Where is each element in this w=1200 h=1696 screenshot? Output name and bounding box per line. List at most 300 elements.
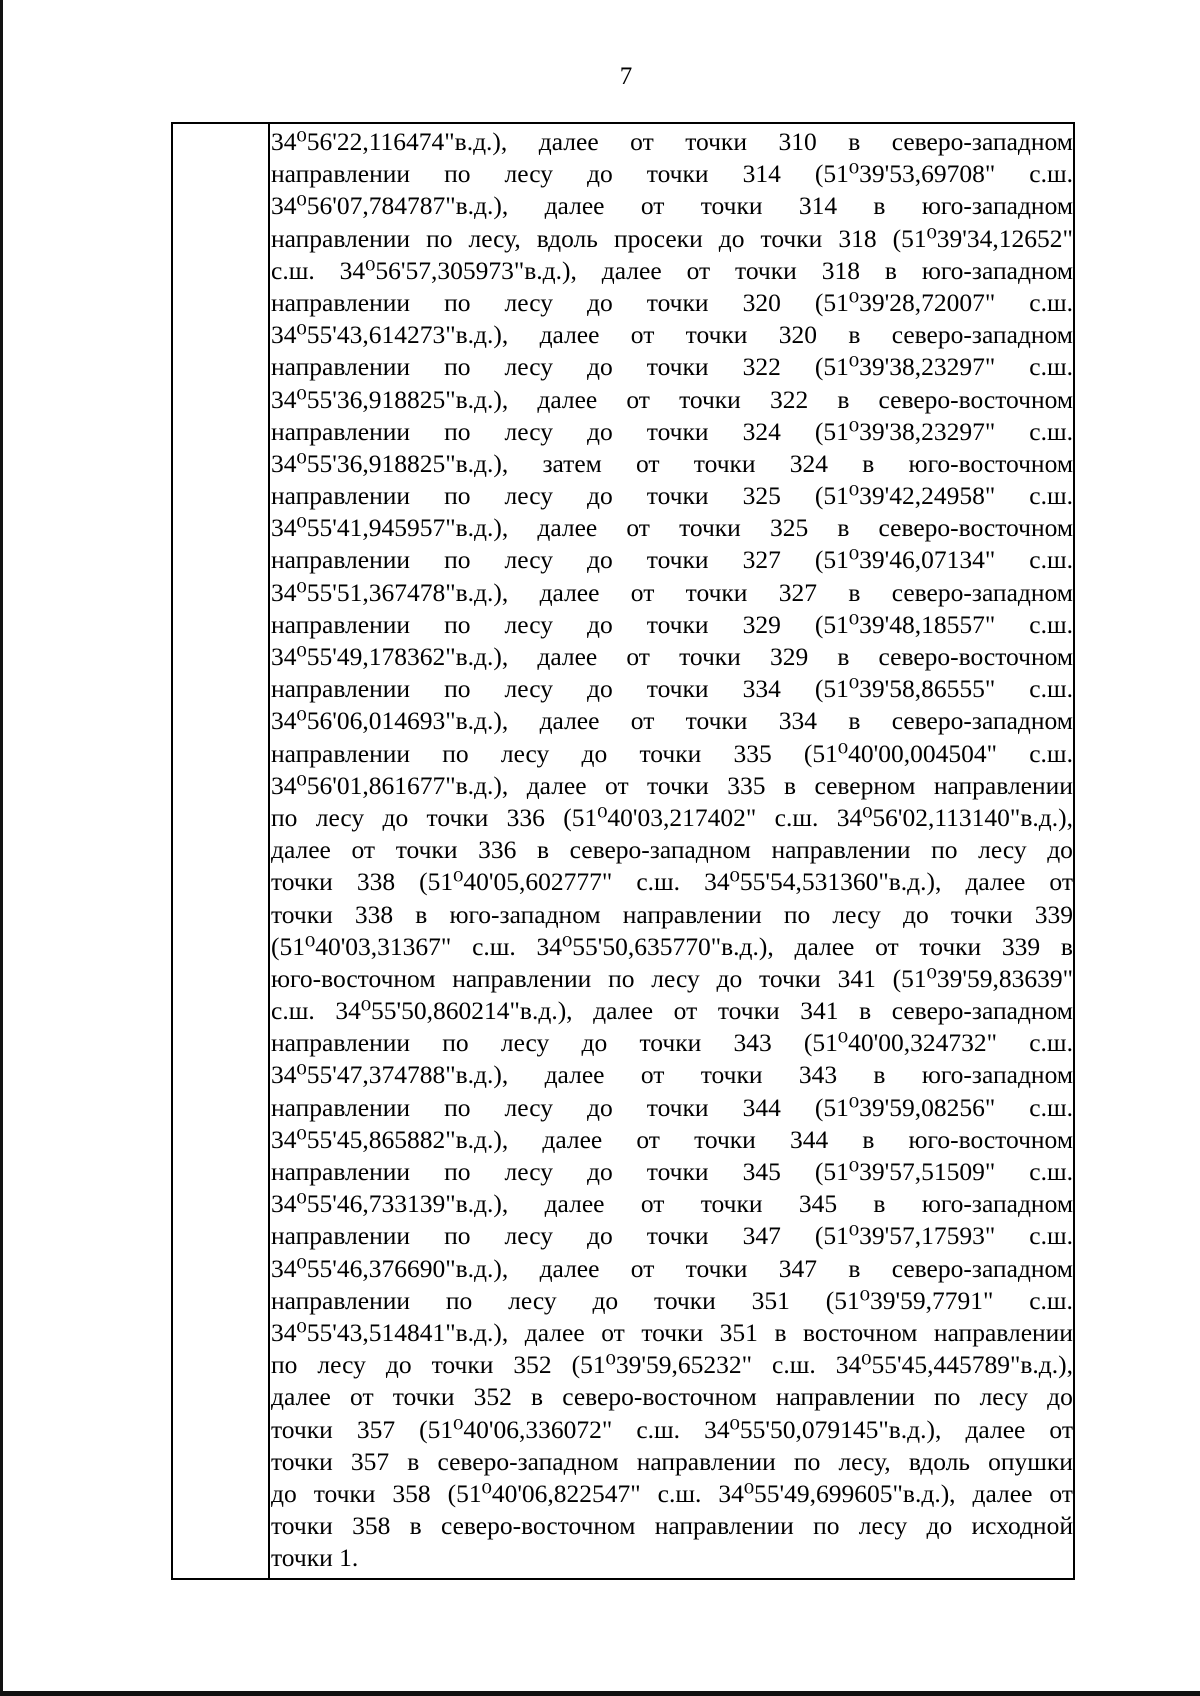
text-word: точки <box>700 1060 763 1090</box>
text-word: направлении <box>622 899 762 929</box>
text-word: с.ш. <box>271 996 315 1026</box>
text-word: северо-западном <box>891 996 1073 1026</box>
scan-edge-bottom <box>0 1691 1200 1696</box>
text-word: направлении <box>271 609 411 639</box>
text-word: точки <box>646 1092 709 1122</box>
text-line <box>270 512 1073 544</box>
text-word: 343 <box>798 1060 838 1090</box>
text-word: 34⁰55'50,635770"в.д.), <box>536 931 774 961</box>
text-word: далее <box>539 320 600 350</box>
text-word: далее <box>601 255 662 285</box>
text-word: юго-западном <box>921 1189 1073 1219</box>
text-line <box>270 319 1073 351</box>
text-word: до <box>587 1092 613 1122</box>
text-word: 34⁰55'36,918825"в.д.), <box>271 448 509 478</box>
text-line <box>270 480 1073 512</box>
text-word: от <box>640 191 665 221</box>
text-word: до <box>587 1221 613 1251</box>
text-word: 334 <box>778 706 818 736</box>
text-word: точки <box>271 1446 333 1476</box>
text-word: 34⁰56'02,113140"в.д.), <box>836 802 1073 832</box>
text-line <box>270 1027 1073 1059</box>
text-line <box>270 673 1073 705</box>
text-word: 34⁰55'51,367478"в.д.), <box>271 577 509 607</box>
text-word: с.ш. <box>1029 1092 1073 1122</box>
text-word: с.ш. <box>1029 674 1073 704</box>
text-line <box>270 255 1073 287</box>
text-word: по <box>793 1446 821 1476</box>
text-word: точки <box>717 996 780 1026</box>
text-word: в <box>862 448 875 478</box>
text-line <box>270 1478 1073 1510</box>
text-word: направлении <box>636 1446 776 1476</box>
text-word: по <box>444 674 471 704</box>
text-word: 318 <box>838 223 877 253</box>
text-word: точки <box>735 255 797 285</box>
text-line <box>270 287 1073 319</box>
text-word: точки <box>760 223 823 253</box>
text-word: по <box>444 609 471 639</box>
text-word: 345 <box>742 1157 781 1186</box>
text-word: точки <box>646 545 709 575</box>
text-word: от <box>630 320 655 350</box>
text-word: с.ш. <box>1029 1221 1073 1251</box>
text-word: лесу <box>504 416 553 446</box>
text-word: по <box>444 352 471 382</box>
text-word: от <box>686 255 711 285</box>
text-line <box>270 802 1073 834</box>
text-word: лесу <box>858 1511 908 1541</box>
text-word: в <box>409 1511 422 1541</box>
text-word: лесу <box>500 738 550 768</box>
text-word: до <box>587 609 613 639</box>
text-word: 322 <box>769 384 809 414</box>
text-line <box>270 544 1073 576</box>
text-word: 339 <box>1001 931 1041 961</box>
text-word: затем <box>542 448 602 478</box>
text-word: по <box>444 1092 471 1122</box>
text-word: в <box>862 1124 875 1154</box>
text-line <box>270 1381 1073 1413</box>
text-word: лесу <box>504 1157 553 1186</box>
text-word: 34⁰56'22,116474"в.д.), <box>271 127 508 156</box>
text-word: точки <box>639 738 702 768</box>
text-word: 352 <box>473 1382 512 1412</box>
text-word: до <box>1047 1382 1073 1412</box>
text-word: с.ш. <box>1029 159 1073 189</box>
text-word: направлении <box>271 352 411 382</box>
text-word: северо-западном <box>891 706 1073 736</box>
text-word: 347 <box>778 1253 818 1283</box>
text-word: направлении <box>271 481 411 511</box>
text-word: северо-западном <box>569 835 751 865</box>
text-word: направлении <box>271 416 411 446</box>
text-word: направлении <box>771 835 911 865</box>
text-word: юго-западном <box>921 191 1073 221</box>
text-word: далее <box>544 1060 605 1090</box>
text-word: в <box>848 127 861 156</box>
text-word: в <box>873 1060 886 1090</box>
text-word: по <box>426 223 453 253</box>
text-word: 351 <box>751 1285 790 1315</box>
text-word: от <box>636 1124 660 1154</box>
text-word: северо-западном <box>891 127 1073 156</box>
text-word: далее <box>526 770 587 800</box>
text-word: 339 <box>1034 899 1073 929</box>
text-word: направлении <box>271 1157 411 1186</box>
text-word: далее <box>539 1253 600 1283</box>
text-word: далее <box>538 127 599 156</box>
text-line <box>270 1188 1073 1220</box>
text-line <box>270 705 1073 737</box>
text-word: точки <box>950 899 1013 929</box>
text-word: 34⁰55'49,178362"в.д.), <box>271 642 509 671</box>
text-word: в <box>884 255 897 285</box>
text-word: с.ш. <box>271 255 315 285</box>
text-word: от <box>1049 1414 1073 1444</box>
text-word: точки <box>647 770 709 800</box>
text-word: точки <box>641 1317 704 1347</box>
text-word: до <box>1047 835 1073 865</box>
text-word: в <box>531 1382 544 1412</box>
text-word: с.ш. <box>1029 545 1073 575</box>
text-word: 34⁰55'43,614273"в.д.), <box>271 320 509 350</box>
text-word: северном <box>814 770 916 800</box>
text-word: направлении <box>271 1028 411 1058</box>
text-word: лесу <box>504 1092 553 1122</box>
text-word: восточном <box>803 1317 918 1347</box>
text-line <box>270 384 1073 416</box>
text-line <box>270 738 1073 770</box>
text-word: далее <box>539 706 600 736</box>
text-word: по <box>444 1221 471 1251</box>
text-word: по <box>442 738 469 768</box>
text-word: 34⁰55'45,865882"в.д.), <box>271 1124 509 1154</box>
text-word: юго-восточном <box>908 448 1073 478</box>
text-line <box>270 1542 1073 1574</box>
text-word: от <box>626 513 650 543</box>
text-word: 34⁰55'41,945957"в.д.), <box>271 513 509 543</box>
text-word: направлении <box>271 159 411 189</box>
text-word: точки <box>392 1382 455 1412</box>
text-line <box>270 1317 1073 1349</box>
text-word: от <box>630 577 655 607</box>
text-word: с.ш. <box>1029 738 1073 768</box>
text-word: лесу <box>317 1350 366 1380</box>
text-word: лесу <box>504 1221 553 1251</box>
text-word: 320 <box>742 287 781 317</box>
text-word: вдоль <box>536 223 598 253</box>
text-word: точки <box>395 835 458 865</box>
text-word: направлении <box>271 223 411 253</box>
text-word: лесу <box>504 609 553 639</box>
text-word: точки <box>313 1478 376 1508</box>
text-word: 314 <box>798 191 838 221</box>
text-word: по <box>444 287 471 317</box>
text-word: в <box>848 577 861 607</box>
text-line <box>270 834 1073 866</box>
text-word: лесу <box>504 674 553 704</box>
text-word: точки <box>654 1285 716 1315</box>
text-line <box>270 1059 1073 1091</box>
text-word: направлении <box>271 1092 411 1122</box>
text-word: направлении <box>775 1382 915 1412</box>
text-word: точки <box>700 1189 763 1219</box>
text-word: лесу <box>504 545 553 575</box>
text-word: (51⁰40'00,324732" <box>803 1028 998 1058</box>
text-word: (51⁰39'46,07134" <box>814 545 996 575</box>
text-word: далее <box>794 931 855 961</box>
text-word: 34⁰55'49,699605"в.д.), <box>718 1478 956 1508</box>
scan-edge-left <box>0 0 3 1696</box>
text-word: (51⁰39'34,12652" <box>892 223 1073 253</box>
text-word: в <box>848 320 861 350</box>
text-word: северо-восточном <box>878 642 1073 671</box>
text-word: точки <box>919 931 982 961</box>
text-word: 34⁰55'47,374788"в.д.), <box>271 1060 509 1090</box>
text-word: далее <box>972 1478 1033 1508</box>
text-word: до <box>587 545 613 575</box>
text-word: с.ш. <box>1029 287 1073 317</box>
text-word: в <box>837 642 850 671</box>
text-word: юго-западном <box>449 899 601 929</box>
text-word: направлении <box>271 738 411 768</box>
text-word: исходной <box>971 1511 1073 1541</box>
text-line <box>270 931 1073 963</box>
text-word: юго-восточном <box>908 1124 1073 1154</box>
text-word: 341 <box>837 963 876 993</box>
text-word: от <box>351 835 376 865</box>
text-word: до <box>382 802 409 832</box>
text-line <box>270 1092 1073 1124</box>
text-word: 320 <box>778 320 818 350</box>
text-word: в <box>774 1317 787 1347</box>
text-word: по <box>444 481 471 511</box>
text-word: далее <box>965 867 1026 897</box>
text-word: 34⁰56'01,861677"в.д.), <box>271 770 509 800</box>
text-line <box>270 1124 1073 1156</box>
text-word: далее <box>271 835 331 865</box>
text-word: с.ш. <box>1029 1285 1073 1315</box>
text-word: далее <box>537 384 598 414</box>
text-word: 344 <box>742 1092 781 1122</box>
text-word: точки <box>646 287 709 317</box>
text-word: направлении <box>654 1511 794 1541</box>
text-word: 345 <box>798 1189 838 1219</box>
text-word: от <box>636 448 660 478</box>
text-word: северо-восточном <box>878 384 1073 414</box>
text-word: далее <box>544 191 605 221</box>
text-word: от <box>640 1189 665 1219</box>
text-word: лесу, <box>468 223 521 253</box>
text-word: (51⁰40'05,602777" <box>419 867 613 897</box>
text-word: по <box>813 1511 840 1541</box>
text-word: в <box>848 1253 861 1283</box>
text-word: (51⁰39'59,65232" <box>571 1350 752 1380</box>
text-word: с.ш. <box>636 867 681 897</box>
text-line <box>270 995 1073 1027</box>
text-word: 335 <box>727 770 766 800</box>
text-word: 34⁰55'50,079145"в.д.), <box>704 1414 942 1444</box>
text-word: северо-восточном <box>878 513 1073 543</box>
text-word: северо-западном <box>891 577 1073 607</box>
text-word: точки <box>271 899 333 929</box>
text-word: с.ш. <box>1029 1157 1073 1186</box>
text-word: лесу <box>978 835 1027 865</box>
text-line <box>270 416 1073 448</box>
text-word: юго-западном <box>921 1060 1073 1090</box>
text-word: 325 <box>769 513 809 543</box>
text-word: (51⁰39'59,83639" <box>892 963 1073 993</box>
text-word: далее <box>524 1317 585 1347</box>
text-word: лесу, <box>838 1446 891 1476</box>
text-word: от <box>630 127 654 156</box>
text-word: точки <box>685 1253 748 1283</box>
text-word: по <box>444 159 471 189</box>
text-word: точки <box>271 1511 333 1541</box>
text-word: точки <box>685 577 748 607</box>
text-word: (51⁰39'58,86555" <box>814 674 996 704</box>
text-line <box>270 223 1073 255</box>
text-word: до <box>271 1478 297 1508</box>
text-word: 336 <box>506 802 545 832</box>
text-word: до <box>587 352 613 382</box>
text-word: направлении <box>271 545 411 575</box>
text-word: точки <box>271 1414 333 1444</box>
text-word: точки <box>679 642 741 671</box>
text-word: в <box>873 1189 886 1219</box>
text-word: до <box>718 223 745 253</box>
text-word: точки <box>685 127 747 156</box>
text-word: от <box>630 1253 655 1283</box>
text-word: (51⁰39'42,24958" <box>814 481 996 511</box>
text-word: 34⁰55'43,514841"в.д.), <box>271 1317 509 1347</box>
text-word: лесу <box>504 481 553 511</box>
text-word: точки <box>679 513 741 543</box>
text-word: от <box>630 706 655 736</box>
text-word: с.ш. <box>636 1414 681 1444</box>
text-word: до <box>902 899 929 929</box>
text-word: (51⁰39'59,7791" <box>825 1285 994 1315</box>
text-word: по <box>783 899 811 929</box>
text-word: от <box>1049 1478 1073 1508</box>
text-line <box>270 963 1073 995</box>
text-word: далее <box>542 1124 603 1154</box>
text-word: до <box>587 674 613 704</box>
text-word: (51⁰39'57,51509" <box>814 1157 996 1186</box>
text-word: в <box>783 770 797 800</box>
text-word: в <box>536 835 550 865</box>
text-line <box>270 1414 1073 1446</box>
text-word: от <box>875 931 899 961</box>
text-word: 34⁰55'54,531360"в.д.), <box>704 867 942 897</box>
text-word: с.ш. <box>657 1478 702 1508</box>
text-word: (51⁰40'06,822547" <box>447 1478 641 1508</box>
text-word: северо-западном <box>891 320 1073 350</box>
text-word: 327 <box>778 577 818 607</box>
text-word: точки <box>759 963 821 993</box>
text-line <box>270 1510 1073 1542</box>
text-word: точки <box>646 481 709 511</box>
text-word: по <box>931 835 958 865</box>
text-word: 310 <box>778 127 817 156</box>
text-word: направлении <box>452 963 592 993</box>
text-word: по <box>271 1350 298 1380</box>
text-word: 338 <box>354 899 394 929</box>
text-word: от <box>626 642 650 671</box>
text-line <box>270 577 1073 609</box>
text-word: 322 <box>742 352 781 382</box>
text-word: с.ш. <box>1029 416 1073 446</box>
text-word: в <box>415 899 428 929</box>
text-word: лесу <box>504 352 553 382</box>
text-word: лесу <box>508 1285 557 1315</box>
text-word: 324 <box>742 416 781 446</box>
text-word: лесу <box>504 287 553 317</box>
text-word: от <box>1049 867 1073 897</box>
text-word: в <box>1060 931 1073 961</box>
text-word: лесу <box>315 802 365 832</box>
text-line <box>270 609 1073 641</box>
text-word: 341 <box>800 996 839 1026</box>
text-word: лесу <box>832 899 881 929</box>
text-word: точки <box>646 159 709 189</box>
text-word: по <box>444 545 471 575</box>
text-word: точки <box>646 1221 709 1251</box>
text-word: направлении <box>271 1221 411 1251</box>
text-word: до <box>385 1350 412 1380</box>
text-word: до <box>587 159 613 189</box>
text-word: юго-восточном <box>271 963 436 993</box>
text-word: направлении <box>271 287 411 317</box>
text-word: точки <box>679 384 741 414</box>
boundary-description-table <box>171 122 1075 1580</box>
text-word: далее <box>537 513 598 543</box>
text-line <box>270 126 1073 158</box>
text-word: от <box>601 1317 625 1347</box>
text-word: 335 <box>733 738 772 768</box>
text-word: (51⁰39'57,17593" <box>814 1221 996 1251</box>
text-word: точки <box>693 448 756 478</box>
text-word: направлении <box>271 674 411 704</box>
text-line <box>270 1156 1073 1188</box>
text-word: далее <box>271 1382 331 1412</box>
text-word: в <box>848 706 861 736</box>
text-word: 327 <box>742 545 781 575</box>
text-word: 352 <box>513 1350 552 1380</box>
text-word: 325 <box>742 481 781 511</box>
text-word: с.ш. <box>1029 609 1073 639</box>
text-word: точки <box>431 1350 494 1380</box>
text-word: северо-восточном <box>440 1511 636 1541</box>
text-word: 34⁰56'07,784787"в.д.), <box>271 191 509 221</box>
text-word: до <box>587 481 613 511</box>
text-word: от <box>673 996 698 1026</box>
text-word: (51⁰39'48,18557" <box>814 609 996 639</box>
text-word: точки <box>694 1124 756 1154</box>
text-word: далее <box>537 642 598 671</box>
text-word: по <box>608 963 635 993</box>
text-word: с.ш. <box>774 802 819 832</box>
text-word: 347 <box>742 1221 781 1251</box>
text-word: 314 <box>742 159 781 189</box>
text-word: (51⁰39'59,08256" <box>814 1092 996 1122</box>
text-word: с.ш. <box>1029 481 1073 511</box>
text-word: направлении <box>933 1317 1073 1347</box>
text-word: с.ш. <box>1029 1028 1073 1058</box>
text-word: до <box>592 1285 619 1315</box>
text-word: лесу <box>979 1382 1028 1412</box>
